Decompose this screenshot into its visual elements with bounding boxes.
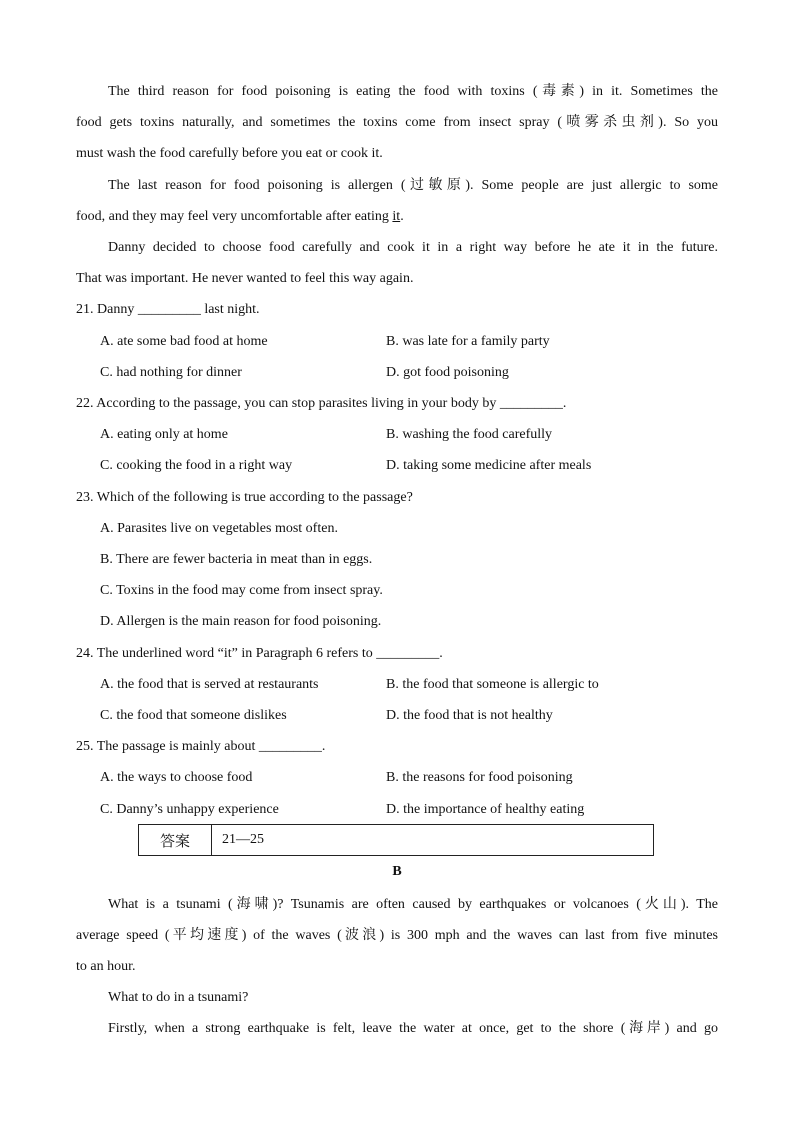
question-22-option-b[interactable]: B. washing the food carefully	[386, 427, 553, 442]
allergen-text: food, and they may feel very uncomfortable after eating	[76, 209, 393, 224]
question-21-option-c[interactable]: C. had nothing for dinner	[100, 365, 242, 380]
paragraph-toxins-line-2: food gets toxins naturally, and sometimes the toxins come from insect spray (喷雾杀虫剂). So you	[76, 115, 718, 130]
question-24-option-b[interactable]: B. the food that someone is allergic to	[386, 677, 599, 692]
underlined-it: it	[392, 209, 401, 224]
question-23-option-b[interactable]: B. There are fewer bacteria in meat than in eggs.	[100, 552, 373, 567]
answer-range[interactable]: 21—25	[222, 832, 264, 847]
question-23-option-d[interactable]: D. Allergen is the main reason for food poisoning.	[100, 614, 382, 629]
question-24-option-a[interactable]: A. the food that is served at restaurants	[100, 677, 319, 692]
section-b-firstly-line: Firstly, when a strong earthquake is felt, leave the water at once, get to the shore (海岸) and go	[108, 1021, 718, 1036]
answer-label: 答案	[139, 825, 212, 855]
question-25-stem: 25. The passage is mainly about _________.	[76, 739, 326, 754]
question-25-option-d[interactable]: D. the importance of healthy eating	[386, 802, 585, 817]
paragraph-allergen-line-1: The last reason for food poisoning is allergen (过敏原). Some people are just allergic to some	[108, 178, 718, 193]
question-21-option-a[interactable]: A. ate some bad food at home	[100, 334, 268, 349]
question-22-option-c[interactable]: C. cooking the food in a right way	[100, 458, 293, 473]
question-24-option-c[interactable]: C. the food that someone dislikes	[100, 708, 287, 723]
section-b-intro-line-3: to an hour.	[76, 959, 136, 974]
paragraph-danny-line-2: That was important. He never wanted to feel this way again.	[76, 271, 414, 286]
question-23-stem: 23. Which of the following is true according to the passage?	[76, 490, 413, 505]
question-24-stem: 24. The underlined word “it” in Paragraph 6 refers to _________.	[76, 646, 443, 661]
question-23-option-a[interactable]: A. Parasites live on vegetables most often.	[100, 521, 338, 536]
section-b-heading: B	[392, 864, 402, 879]
section-b-subheading: What to do in a tsunami?	[108, 990, 249, 1005]
paragraph-toxins-line-1: The third reason for food poisoning is eating the food with toxins (毒素) in it. Sometimes the	[108, 84, 718, 99]
question-25-option-c[interactable]: C. Danny’s unhappy experience	[100, 802, 279, 817]
paragraph-danny-line-1: Danny decided to choose food carefully and cook it in a right way before he ate it in the future.	[108, 240, 718, 255]
question-22-option-d[interactable]: D. taking some medicine after meals	[386, 458, 592, 473]
question-21-stem: 21. Danny _________ last night.	[76, 302, 260, 317]
answer-box	[138, 824, 654, 856]
allergen-period: .	[400, 209, 404, 224]
question-25-option-b[interactable]: B. the reasons for food poisoning	[386, 770, 573, 785]
section-b-intro-line-2: average speed (平均速度) of the waves (波浪) is 300 mph and the waves can last from five minutes	[76, 928, 718, 943]
question-21-option-d[interactable]: D. got food poisoning	[386, 365, 509, 380]
paragraph-allergen-line-2	[76, 207, 718, 227]
question-23-option-c[interactable]: C. Toxins in the food may come from insect spray.	[100, 583, 383, 598]
section-b-intro-line-1: What is a tsunami (海啸)? Tsunamis are often caused by earthquakes or volcanoes (火山). The	[108, 897, 718, 912]
question-24-option-d[interactable]: D. the food that is not healthy	[386, 708, 553, 723]
question-25-option-a[interactable]: A. the ways to choose food	[100, 770, 253, 785]
question-21-option-b[interactable]: B. was late for a family party	[386, 334, 550, 349]
question-22-stem: 22. According to the passage, you can stop parasites living in your body by _________.	[76, 396, 567, 411]
paragraph-toxins-line-3: must wash the food carefully before you eat or cook it.	[76, 146, 383, 161]
question-22-option-a[interactable]: A. eating only at home	[100, 427, 228, 442]
